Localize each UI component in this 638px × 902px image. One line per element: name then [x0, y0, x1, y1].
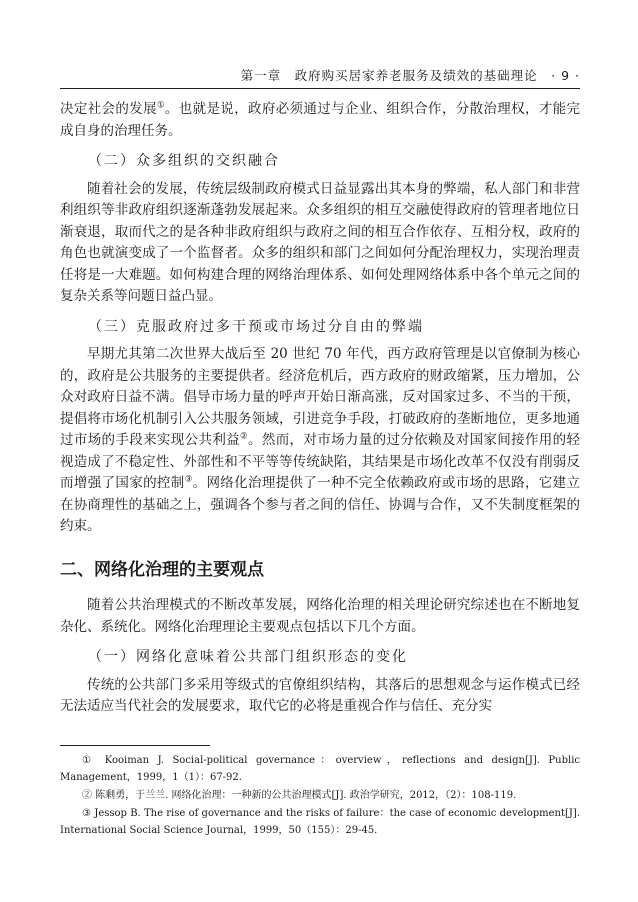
paragraph-organizations: 随着社会的发展，传统层级制政府模式日益显露出其本身的弊端，私人部门和非营利组织等非政府组织逐渐蓬勃发展起来。众多组织的相互交融使得政府的管理者地位日渐衰退，取而代之的是各种非政府组织与政府之间的相互合作依存、互相分权，政府的角色也就演变成了一个监督者。众多的组织和部门之间如何分配治理权力，实现治理责任将是一大难题。如何构建合理的网络治理体系、如何处理网络体系中各个单元之间的复杂关系等问题日益凸显。	[60, 180, 580, 304]
paragraph-text: 。网络化治理提供了一种不完全依赖政府或市场的思路，它建立在协商理性的基础之上，强调各个参与者之间的信任、协调与合作，又不失制度框架的约束。	[60, 475, 581, 534]
paragraph-text: 。也就是说，政府必须通过与企业、组织合作，分散治理权，才能完成自身的治理任务。	[60, 101, 580, 139]
subheading-organizations: （二）众多组织的交织融合	[88, 153, 280, 169]
paragraph-market	[60, 344, 580, 538]
paragraph-intro	[60, 99, 580, 142]
section-heading: 二、网络化治理的主要观点	[60, 559, 264, 580]
paragraph-text: 。然而，对市场力量的过分依赖及对国家间接作用的轻视造成了不稳定性、外部性和不平等等传统缺陷，其结果是市场化改革不仅没有削弱反而增强了国家的控制	[60, 432, 581, 491]
paragraph-organization-form: 传统的公共部门多采用等级式的官僚组织结构，其落后的思想观念与运作模式已经无法适应当代社会的发展要求，取代它的必将是重视合作与信任、充分实	[60, 676, 580, 714]
paragraph-text: 决定社会的发展	[60, 101, 157, 117]
header-rule	[60, 88, 580, 89]
footnote-ref-3[interactable]: ③	[184, 474, 193, 485]
footnote-2: ② 陈剩勇，于兰兰. 网络化治理：一种新的公共治理模式[J]. 政治学研究，2012，（2）：108-119.	[82, 790, 517, 801]
footnote-ref-2[interactable]: ②	[240, 431, 248, 442]
footnote-1: ① Kooiman J. Social-political governance：overview，reflections and design[J]. Public Management，1999，1（1）：67-92.	[60, 755, 580, 783]
footnotes	[60, 752, 580, 840]
running-head: 第一章 政府购买居家养老服务及绩效的基础理论 · 9 ·	[240, 68, 580, 83]
subheading-market: （三）克服政府过多干预或市场过分自由的弊端	[88, 318, 424, 335]
paragraph-section-intro: 随着公共治理模式的不断改革发展，网络化治理的相关理论研究综述也在不断地复杂化、系统化。网络化治理理论主要观点包括以下几个方面。	[60, 597, 580, 635]
footnote-rule	[60, 745, 210, 746]
subheading-organization-form: （一）网络化意味着公共部门组织形态的变化	[88, 649, 408, 665]
paragraph-text: 早期尤其第二次世界大战后至 20 世纪 70 年代，西方政府管理是以官僚制为核心的，政府是公共服务的主要提供者。经济危机后，西方政府的财政缩紧，压力增加，公众对政府日益不满。倡导市场力量的呼声开始日渐高涨，反对国家过多、不当的干预，提倡将市场化机制引入公共服务领域，引进竞争手段，打破政府的垄断地位，更多地通过市场的手段来实现公共利益	[60, 346, 580, 448]
page-body	[60, 99, 580, 718]
footnote-3: ③ Jessop B. The rise of governance and the risks of failure：the case of economic development[J]. International Social Science Journal，1999，50（155）：29-45.	[60, 808, 580, 836]
footnote-ref-1[interactable]: ①	[156, 100, 165, 111]
